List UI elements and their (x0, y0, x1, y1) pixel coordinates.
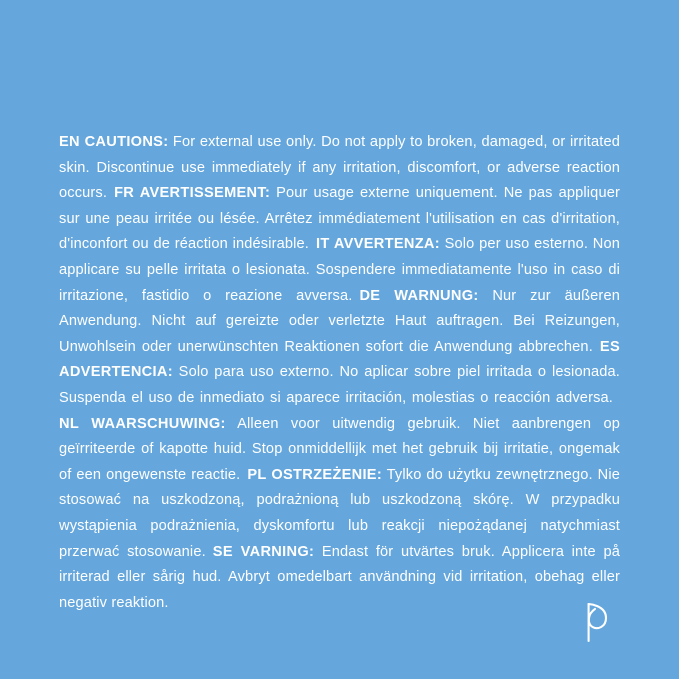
caution-language-text: Alleen voor uitwendig gebruik. Niet aanbrengen op geïrriteerde of kapotte huid. Stop onmiddellijk met het gebruik bij irritatie, ongemak of een ongewenste reactie. (59, 415, 620, 483)
caution-language-text: Solo para uso externo. No aplicar sobre piel irritada o lesionada. Suspenda el uso de inmediato si aparece irritación, molestias o reacción adversa. (59, 364, 620, 406)
caution-language-heading: PL OSTRZEŻENIE: (247, 466, 382, 483)
caution-language-heading: FR AVERTISSEMENT: (114, 185, 271, 202)
caution-language-heading: NL WAARSCHUWING: (59, 415, 226, 432)
multilingual-cautions-text (59, 130, 620, 616)
caution-language-text: For external use only. Do not apply to broken, damaged, or irritated skin. Discontinue use immediately if any irritation, discomfort, or adverse reaction occurs. (59, 134, 620, 202)
caution-language-text: Nur zur äußeren Anwendung. Nicht auf gereizte oder verletzte Haut auftragen. Bei Reizungen, Unwohlsein oder unerwünschten Reaktionen sofort die Anwendung abbrechen. (59, 287, 620, 355)
leaf-monogram-logo (575, 600, 615, 644)
caution-language-heading: EN CAUTIONS: (59, 134, 169, 150)
caution-language-heading: SE VARNING: (212, 543, 315, 560)
caution-language-text: Pour usage externe uniquement. Ne pas appliquer sur une peau irritée ou lésée. Arrêtez immédiatement l'utilisation en cas d'irritation, d'inconfort ou de réaction indésirable. (59, 185, 620, 253)
caution-language-heading: DE WARNUNG: (359, 287, 479, 304)
caution-language-text: Endast för utvärtes bruk. Applicera inte på irriterad eller sårig hud. Avbryt omedelbart användning vid irritation, obehag eller negativ reaktion. (59, 543, 620, 611)
caution-language-text: Tylko do użytku zewnętrznego. Nie stosować na uszkodzoną, podrażnioną lub uszkodzoną skórę. W przypadku wystąpienia podrażnienia, dyskomfortu lub reakcji niepożądanej natychmiast przerwać stosowanie. (59, 466, 620, 560)
caution-language-heading: ES ADVERTENCIA: (59, 338, 620, 381)
caution-language-heading: IT AVVERTENZA: (316, 236, 440, 253)
caution-language-text: Solo per uso esterno. Non applicare su pelle irritata o lesionata. Sospendere immediatamente l'uso in caso di irritazione, fastidio o reazione avversa. (59, 236, 620, 304)
